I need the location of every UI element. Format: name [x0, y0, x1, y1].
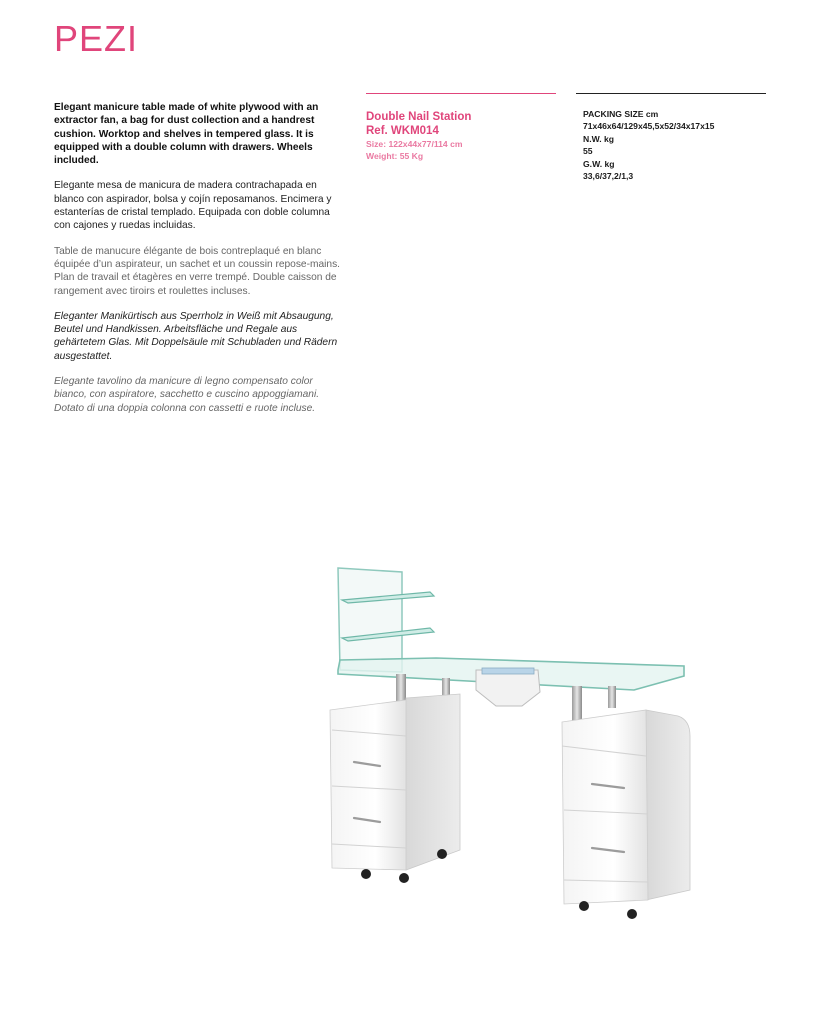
left-cabinet-side — [406, 694, 460, 870]
product-info — [366, 110, 556, 162]
product-divider — [366, 93, 556, 94]
net-weight-value: 55 — [583, 146, 593, 157]
description-spanish: Elegante mesa de manicura de madera contrachapada en blanco con aspirador, bolsa y cojín reposamanos. Encimera y estanterías de cristal templado. Equipada con doble columna con cajones y ruedas incluidas. — [54, 180, 332, 232]
description-german: Eleganter Manikürtisch aus Sperrholz in Weiß mit Absaugung, Beutel und Handkissen. Arbeitsfläche und Regale aus gehärtetem Glas. Mit Doppelsäule mit Schubladen und Rädern ausgestattet. — [54, 310, 338, 362]
gross-weight-value: 33,6/37,2/1,3 — [583, 171, 634, 182]
product-weight: Weight: 55 Kg — [366, 151, 424, 161]
product-name: Double Nail Station — [366, 111, 472, 123]
product-photo — [326, 560, 696, 920]
product-size: Size: 122x44x77/114 cm — [366, 139, 463, 149]
right-cabinet — [562, 710, 648, 904]
description-italian: Elegante tavolino da manicure di legno compensato color bianco, con aspiratore, sacchetto e cuscino appoggiamani. Dotato di una doppia colonna con cassetti e ruote incluse. — [54, 376, 320, 414]
glass-back-panel — [338, 568, 402, 672]
description-english: Elegant manicure table made of white plywood with an extractor fan, a bag for dust collection and a handrest cushion. Worktop and shelves in tempered glass. It is equipped with a double column with drawers. Wheels included. — [54, 102, 319, 167]
extractor-fan — [476, 670, 540, 706]
packing-info — [583, 108, 773, 182]
packing-size-label: PACKING SIZE cm — [583, 109, 659, 119]
packing-size-value: 71x46x64/129x45,5x52/34x17x15 — [583, 121, 715, 132]
product-ref: Ref. WKM014 — [366, 125, 439, 137]
product-description — [54, 101, 340, 427]
description-french: Table de manucure élégante de bois contreplaqué en blanc équipée d’un aspirateur, un sachet et un coussin repose-mains. Plan de travail et étagères en verre trempé. Double caisson de rangement avec tiroirs et roulettes incluses. — [54, 245, 340, 297]
packing-divider — [576, 93, 766, 94]
gross-weight-label: G.W. kg — [583, 158, 615, 169]
brand-title: PEZI — [54, 18, 139, 59]
right-cabinet-side — [646, 710, 690, 900]
net-weight-label: N.W. kg — [583, 133, 615, 144]
